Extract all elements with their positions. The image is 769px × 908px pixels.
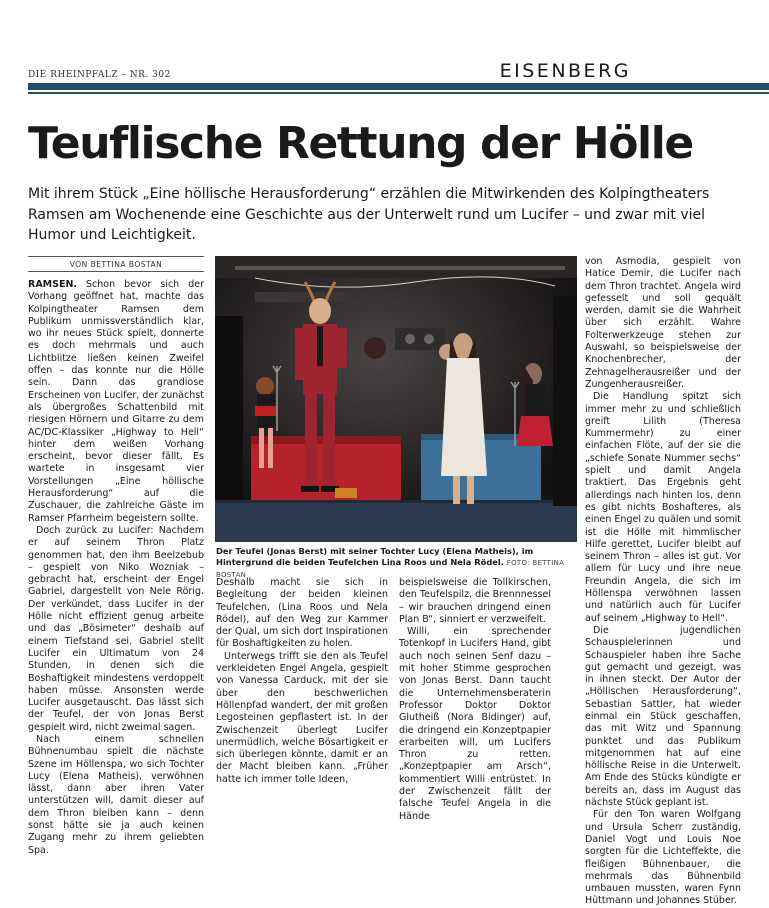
section-rule-thin — [28, 92, 769, 94]
article-paragraph: Deshalb macht sie sich in Begleitung der beiden kleinen Teufelchen, (Lina Roos und Nela Rödel), auf den Weg zur Kammer der Qual, um sich dort Inspirationen für Boshaftigkeiten zu holen. — [216, 577, 388, 650]
dateline: RAMSEN. — [28, 279, 78, 290]
standfirst: Mit ihrem Stück „Eine höllische Herausforderung“ erzählen die Mitwirkenden des Kolpingtheaters Ramsen am Wochenende eine Geschichte aus der Unterwelt rund um Lucifer – und zwar mit viel Humor und Leichtigkeit. — [28, 186, 710, 243]
article-paragraph: Für den Ton waren Wolfgang und Ursula Scherr zuständig, Daniel Vogt und Louis Noe sorgten für die Lichteffekte, die fleißigen Bühnenbauer, die mehrmals das Bühnenbild umbauen mussten, waren Fynn Hüttmann und Johannes Stüber. — [585, 809, 741, 907]
section-rule — [28, 83, 769, 90]
stage-photo — [215, 256, 577, 542]
article-paragraph: Doch zurück zu Lucifer: Nachdem er auf seinem Thron Platz genommen hat, den ihm Beelzebub – gespielt von Niko Wozniak – gebracht hat, erscheint der Engel Gabriel, dargestellt von Nele Rörig. Der verkündet, dass Lucifer in der Hölle nicht effizient genug arbeite und das „Bösimeter“ deshalb auf einem Tiefstand sei. Gabriel stellt Lucifer ein Ultimatum von 24 Stunden, in denen sich die Boshaftigkeit mindestens verdoppelt haben müsse. Ansonsten werde Lucifer ausgetauscht. Das lässt sich der Teufel, der von Jonas Berst gespielt wird, nicht zweimal sagen. — [28, 524, 204, 733]
masthead — [28, 60, 741, 82]
article-paragraph: beispielsweise die Tollkirschen, den Teufelspilz, die Brennnessel – wir brauchen dringend einen Plan B“, sinniert er verzweifelt. — [399, 577, 551, 625]
headline: Teuflische Rettung der Hölle — [28, 118, 693, 169]
article-column-4 — [585, 256, 741, 907]
article-paragraph: Unterwegs trifft sie den als Teufel verkleideten Engel Angela, gespielt von Vanessa Carduck, mit der sie über den beschwerlichen Höllenpfad wandert, der mit großen Legosteinen gepflastert ist. In der Zwischenzeit überlegt Lucifer unermüdlich, welche Bösartigkeit er sich überlegen könnte, damit er an der Macht bleiben kann. „Früher hatte ich immer tolle Ideen, — [216, 650, 388, 785]
article-paragraph: Die jugendlichen Schauspielerinnen und Schauspieler haben ihre Sache gut gemacht und gezeigt, was in ihnen steckt. Der Autor der „Höllischen Herausforderung“, Sebastian Sattler, hat wieder einmal ein Stück geschaffen, das mit Witz und Spannung punktet und das Publikum mitgenommen hat auf eine höllische Reise in die Unterwelt. Am Ende des Stücks kündigte er bereits an, dass im August das nächste Stück geplant ist. — [585, 624, 741, 809]
article-paragraph: RAMSEN. Schon bevor sich der Vorhang geöffnet hat, machte das Kolpingtheater Ramsen dem Publikum unmissverständlich klar, wo ihr neues Stück spielt, donnerte es doch mehrmals und auch Lichtblitze ließen keinen Zweifel offen – das konnte nur die Hölle sein. Dann das grandiose Erscheinen von Lucifer, der zunächst als übergroßes Schattenbild mit riesigen Hörnern und Gitarre zu dem AC/DC-Klassiker „Highway to Hell“ hinter dem weißen Vorhang erscheint, bevor dieser fällt. Es wartete in insgesamt vier Vorstellungen „Eine höllische Herausforderung“ auf die Zuschauer, die zahlreiche Gäste im Ramser Pfarrheim begeistern sollte. — [28, 279, 204, 524]
publication-name: DIE RHEINPFALZ – NR. 302 — [28, 70, 171, 80]
section-title: EISENBERG — [499, 60, 631, 82]
byline: VON BETTINA BOSTAN — [28, 256, 204, 272]
article-paragraph: Nach einem schnellen Bühnenumbau spielt die nächste Szene im Höllenspa, wo sich Tochter Lucy (Elena Matheis), verwöhnen lässt, dann aber ihren Vater unterstützen will, damit dieser auf dem Thron bleiben kann – denn sonst hätte sie ja auch keinen Zugang mehr zu ihrem geliebten Spa. — [28, 733, 204, 856]
article-paragraph: Willi, ein sprechender Totenkopf in Lucifers Hand, gibt auch noch seinen Senf dazu – mit hoher Stimme gesprochen von Jonas Berst. Dann taucht die Unternehmensberaterin Professor Doktor Doktor Glutheiß (Nora Bidinger) auf, die dringend ein Konzeptpapier erarbeiten will, um Lucifers Thron zu retten. „Konzeptpapier am Arsch“, kommentiert Willi entrüstet. In der Zwischenzeit fällt der falsche Teufel Angela in die Hände — [399, 626, 551, 822]
article-column-3 — [399, 577, 551, 822]
article-column-1 — [28, 279, 204, 856]
article-paragraph: von Asmodia, gespielt von Hatice Demir, die Lucifer nach dem Thron trachtet. Angela wird gefesselt und soll gequält werden, damit sie die Wahrheit über sich erzählt. Wahre Folterwerkzeuge stehen zur Auswahl, so beispielsweise der Knochenbrecher, der Zehnagelherausreißer und der Zungenherausreißer. — [585, 256, 741, 390]
photo-caption — [216, 546, 576, 581]
photo-credit: FOTO: BETTINA BOSTAN — [216, 559, 565, 579]
caption-text: Der Teufel (Jonas Berst) mit seiner Tochter Lucy (Elena Matheis), im Hintergrund die beiden Teufelchen Lina Roos und Nela Rödel. — [216, 546, 534, 567]
article-column-2 — [216, 577, 388, 784]
article-paragraph: Die Handlung spitzt sich immer mehr zu und schließlich greift Lilith (Theresa Kummermehr) zu einer einfachen Flöte, auf der sie die „schiefe Sonate Nummer sechs“ spielt und damit Angela traktiert. Das Ergebnis geht allerdings nach hinten los, denn es gibt nichts Boshafteres, als einen Engel zu quälen und somit ist die Hölle mit himmlischer Hilfe gerettet, Lucifer bleibt auf seinem Thron – alles ist gut. Vor allem für Lucy und ihre neue Freundin Angela, die sich im Höllenspa verwöhnen lassen und natürlich auch für Lucifer auf seinem „Highway to Hell“. — [585, 391, 741, 624]
stage-photo-image — [215, 256, 577, 542]
